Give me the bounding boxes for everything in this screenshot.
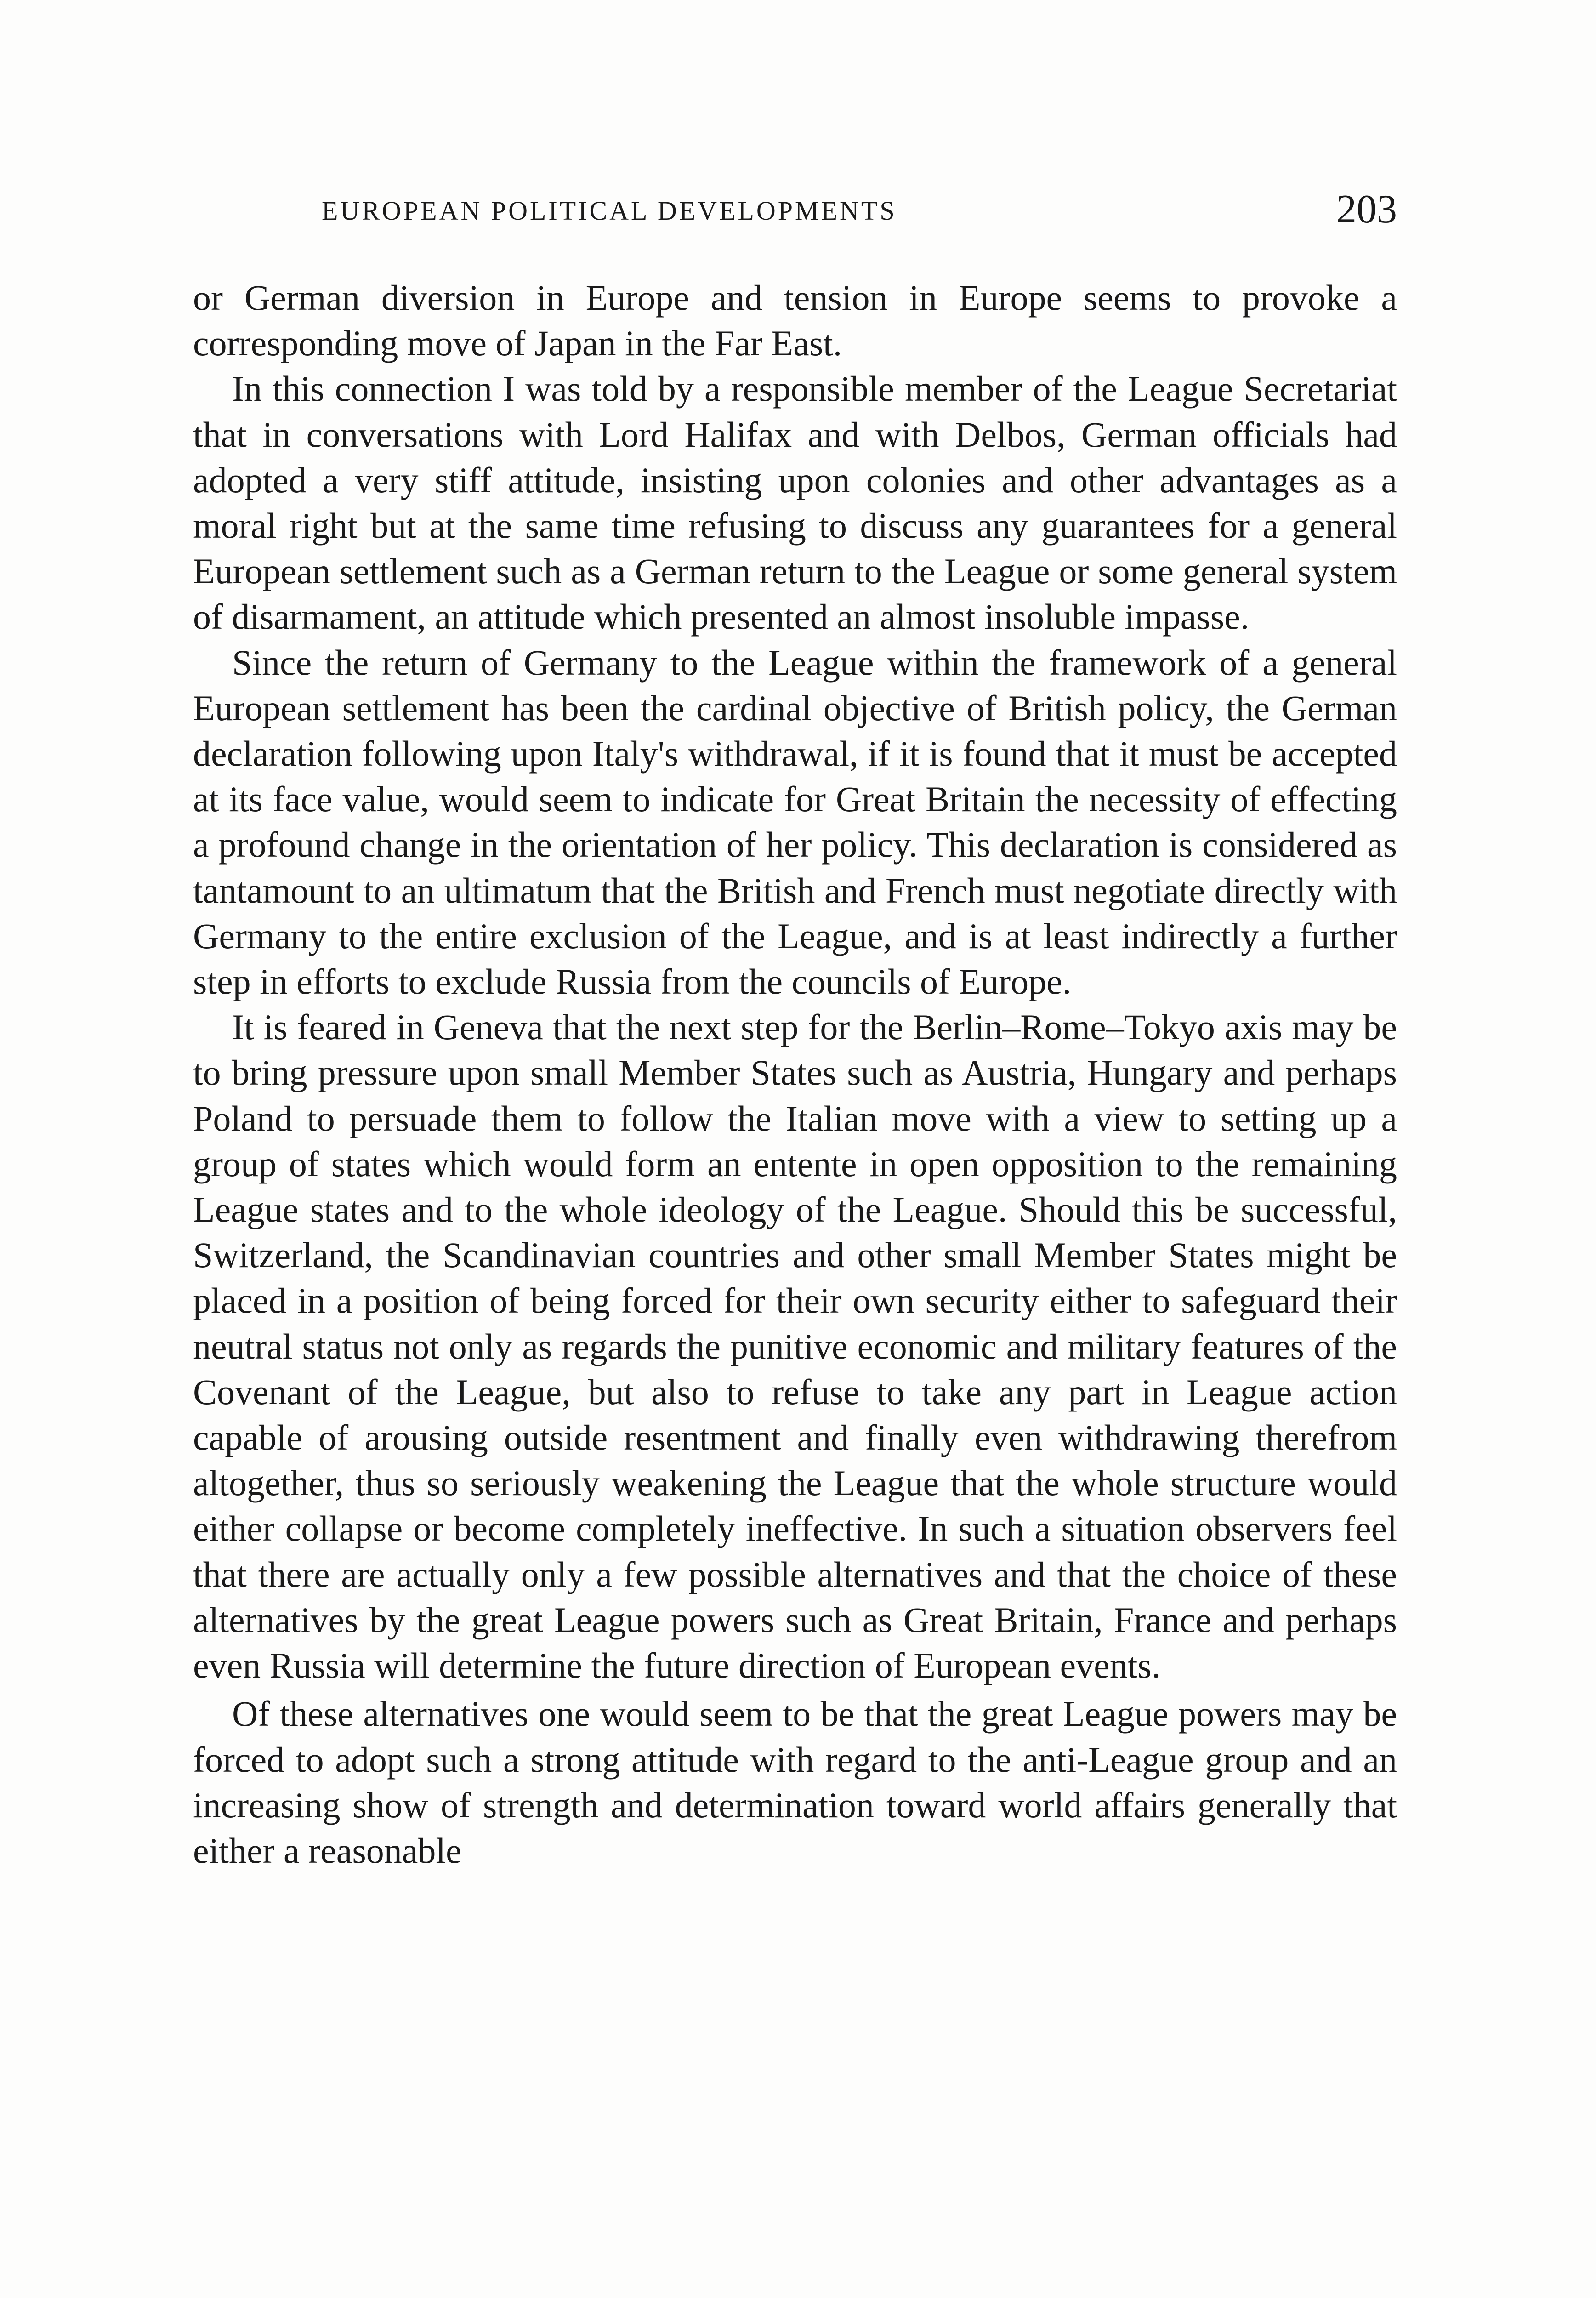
paragraph-continuation: or German diversion in Europe and tension in Europe seems to provoke a corresponding move of Japan in the Far East.: [193, 278, 1397, 364]
paragraph: It is feared in Geneva that the next step for the Berlin–Rome–Tokyo axis may be to bring pressure upon small Member States such as Austria, Hungary and perhaps Poland to persuade them to follow the Italian move with a view to setting up a group of states which would form an entente in open opposition to the remaining League states and to the whole ideology of the League. Should this be successful, Switzerland, the Scandinavian countries and other small Member States might be placed in a position of being forced for their own security either to safeguard their neutral status not only as regards the punitive economic and military features of the Covenant of the League, but also to refuse to take any part in League action capable of arousing outside resentment and finally even withdrawing therefrom altogether, thus so seriously weakening the League that the whole structure would either collapse or become completely ineffective. In such a situation observers feel that there are actually only a few possible alternatives and that the choice of these alternatives by the great League powers such as Great Britain, France and perhaps even Russia will determine the future direction of European events.: [193, 1007, 1397, 1686]
page-header: [193, 186, 1397, 241]
body-text: [193, 275, 1397, 1873]
paragraph: Of these alternatives one would seem to be that the great League powers may be forced to adopt such a strong attitude with regard to the anti-League group and an increasing show of strength and determination toward world affairs generally that either a reasonable: [193, 1694, 1397, 1871]
running-head: EUROPEAN POLITICAL DEVELOPMENTS: [322, 196, 897, 226]
paragraph: In this connection I was told by a responsible member of the League Secretariat that in conversations with Lord Halifax and with Delbos, German officials had adopted a very stiff attitude, insisting upon colonies and other advantages as a moral right but at the same time refusing to discuss any guarantees for a general European settlement such as a German return to the League or some general system of disarmament, an attitude which presented an almost insoluble impasse.: [193, 369, 1397, 637]
paragraph: Since the return of Germany to the League within the framework of a general European settlement has been the cardinal objective of British policy, the German declaration following upon Italy's withdrawal, if it is found that it must be accepted at its face value, would seem to indicate for Great Britain the necessity of effecting a profound change in the orientation of her policy. This declaration is considered as tantamount to an ultimatum that the British and French must negotiate directly with Germany to the entire exclusion of the League, and is at least indirectly a further step in efforts to exclude Russia from the councils of Europe.: [193, 642, 1397, 1002]
page-number: 203: [1336, 187, 1397, 232]
